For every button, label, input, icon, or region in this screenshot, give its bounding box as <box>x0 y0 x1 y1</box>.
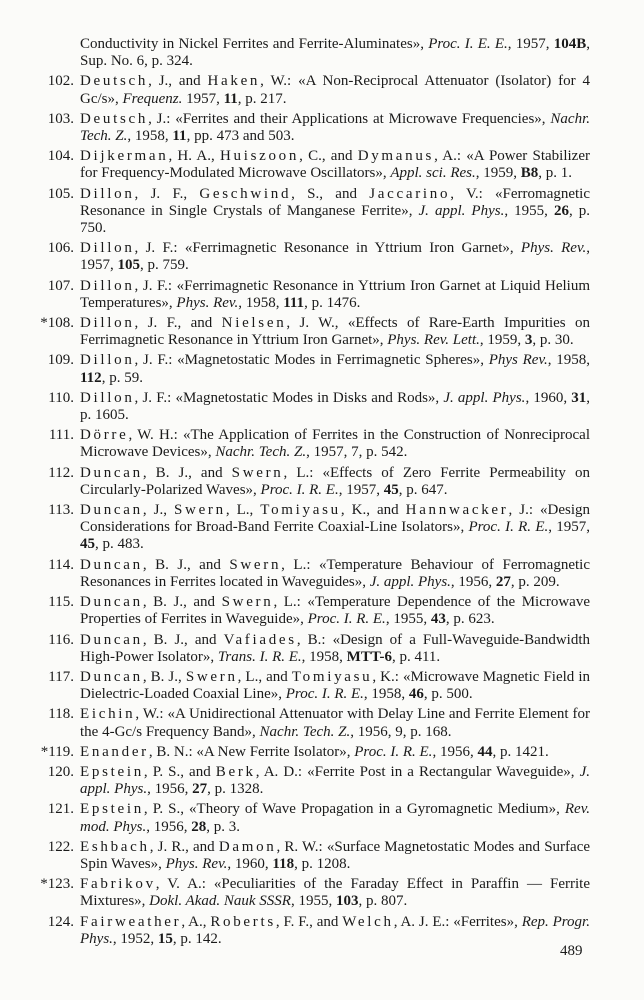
journal-title: Phys. Rev. Lett. <box>387 332 480 349</box>
journal-title: Phys Rev. <box>488 352 548 369</box>
reference-segment: , 1955, <box>504 202 554 219</box>
author-name: Enander <box>80 743 149 760</box>
reference-list <box>0 36 644 951</box>
reference-text <box>80 390 590 424</box>
reference-segment: , C., and <box>299 148 358 165</box>
reference-segment: , 1960, <box>525 389 572 406</box>
reference-segment: , 1957, <box>80 240 590 274</box>
reference-segment: , K., and <box>340 502 406 519</box>
author-name: Welch <box>342 913 394 930</box>
reference-text <box>80 111 590 145</box>
reference-segment: , p. 30. <box>532 332 574 349</box>
reference-segment: , 1958, <box>363 686 409 703</box>
reference-segment: , 1956, <box>147 781 193 798</box>
author-name: Duncan <box>80 594 143 611</box>
reference-segment: , J. F.: «Magnetostatic Modes in Disks and Rods», <box>134 389 444 406</box>
reference-number: *119. <box>40 743 74 760</box>
volume-number: 112 <box>80 369 102 386</box>
author-name: Tomiyasu <box>260 502 341 519</box>
volume-number: 11 <box>172 128 187 145</box>
reference-number: 106. <box>47 240 74 257</box>
reference-text <box>80 764 590 798</box>
reference-segment: Conductivity in Nickel Ferrites and Ferrite-Aluminates», <box>80 36 429 52</box>
volume-number: 31 <box>571 389 587 406</box>
journal-title: J. appl. Phys. <box>418 202 505 219</box>
author-name: Eshbach <box>80 838 150 855</box>
reference-number: 113. <box>48 502 74 519</box>
volume-number: 118 <box>272 855 295 872</box>
reference-text <box>80 632 590 666</box>
reference-entry <box>0 557 644 591</box>
volume-number: 3 <box>524 332 533 349</box>
reference-segment: , L.: «Temperature Behaviour of Ferromagnetic Resonances in Ferrites located in Waveguides», <box>80 556 590 590</box>
reference-entry <box>0 148 644 182</box>
author-name: Dillon <box>80 389 135 406</box>
author-name: Swern <box>221 594 274 611</box>
reference-number: 110. <box>48 389 74 406</box>
author-name: Dymanus <box>357 148 435 165</box>
journal-title: J. appl. Phys. <box>80 763 590 798</box>
reference-segment: , J., <box>142 502 174 519</box>
page-number: 489 <box>560 943 583 959</box>
reference-text <box>80 240 590 274</box>
reference-segment: , L., and <box>237 668 292 685</box>
reference-entry <box>0 73 644 107</box>
reference-text <box>80 594 590 628</box>
volume-number: 27 <box>192 781 208 798</box>
reference-entry <box>0 240 644 274</box>
reference-segment: , J. R., and <box>149 838 219 855</box>
reference-segment: , R. W.: «Surface Magnetostatic Modes and Surface Spin Waves», <box>80 838 591 872</box>
journal-title: Appl. sci. Res. <box>390 165 476 182</box>
volume-number: 28 <box>191 818 207 835</box>
author-name: Fabrikov <box>80 876 156 893</box>
reference-segment: , p. 3. <box>206 818 240 835</box>
reference-entry <box>0 706 644 740</box>
reference-segment: , p. 1476. <box>304 294 361 311</box>
reference-segment: , p. 209. <box>510 573 560 590</box>
reference-text <box>80 502 590 554</box>
reference-segment: , 1952, <box>112 930 158 947</box>
reference-segment: , W.: «A Unidirectional Attenuator with Delay Line and Ferrite Element for the 4-Gc/s Frequency Band», <box>80 706 590 740</box>
reference-entry <box>0 764 644 798</box>
author-name: Dillon <box>80 352 135 369</box>
reference-text <box>80 914 590 948</box>
author-name: Dillon <box>80 315 135 332</box>
author-name: Huiszoon <box>219 148 300 165</box>
volume-number: 46 <box>408 686 424 703</box>
author-name: Swern <box>229 556 282 573</box>
author-name: Tomiyasu <box>291 668 373 685</box>
reference-segment: , B. J., and <box>142 631 224 648</box>
author-name: Hannwacker <box>405 502 509 519</box>
reference-segment: , J.: «Ferrites and their Applications at Microwave Frequencies», <box>148 110 551 127</box>
reference-segment: , 1958, <box>301 648 347 665</box>
reference-entry <box>0 914 644 948</box>
journal-title: Proc. I. R. E. <box>468 519 549 536</box>
reference-entry <box>0 876 644 910</box>
volume-number: 15 <box>157 930 173 947</box>
reference-segment: , 1957, 7, p. 542. <box>306 444 408 461</box>
author-name: Duncan <box>80 631 143 648</box>
reference-segment: , p. 647. <box>398 481 448 498</box>
author-name: Duncan <box>80 556 143 573</box>
journal-title: Rep. Progr. Phys. <box>80 913 590 947</box>
reference-entry <box>0 427 644 461</box>
reference-number: 112. <box>48 464 74 481</box>
reference-text <box>80 36 590 70</box>
reference-segment: , 1958, <box>127 128 173 145</box>
reference-text <box>80 148 590 182</box>
reference-text <box>80 352 590 386</box>
reference-text <box>80 839 590 873</box>
author-name: Jaccarino <box>369 185 451 202</box>
author-name: Swern <box>231 464 284 481</box>
reference-segment: , p. 500. <box>423 686 473 703</box>
author-name: Deutsch <box>80 110 149 127</box>
reference-number: 116. <box>48 631 74 648</box>
author-name: Deutsch <box>80 73 149 90</box>
reference-segment: , J., and <box>148 73 208 90</box>
reference-entry <box>0 36 644 70</box>
reference-segment: , 1955, <box>290 893 336 910</box>
reference-entry <box>0 465 644 499</box>
reference-segment: , A., <box>181 913 211 930</box>
reference-number: 115. <box>48 594 74 611</box>
reference-number: 102. <box>47 73 74 90</box>
reference-text <box>80 669 590 703</box>
reference-number: 104. <box>47 148 74 165</box>
author-name: Vafiades <box>223 631 297 648</box>
author-name: Dillon <box>80 185 135 202</box>
reference-segment: , W.: «A Non-Reciprocal Attenuator (Isolator) for 4 Gc/s», <box>80 73 590 107</box>
reference-number: 111. <box>48 427 74 444</box>
reference-text <box>80 465 590 499</box>
reference-entry <box>0 186 644 238</box>
reference-segment: , J.: «Design Considerations for Broad-Band Ferrite Coaxial-Line Isolators», <box>80 502 590 536</box>
author-name: Swern <box>185 668 238 685</box>
reference-segment: , J. F., and <box>134 315 222 332</box>
reference-entry <box>0 801 644 835</box>
reference-entry <box>0 315 644 349</box>
reference-text <box>80 557 590 591</box>
journal-title: Dokl. Akad. Nauk SSSR <box>149 893 291 910</box>
journal-title: Proc. I. R. E. <box>307 611 386 628</box>
author-name: Dillon <box>80 277 135 294</box>
reference-segment: , A. D.: «Ferrite Post in a Rectangular Waveguide», <box>255 763 580 780</box>
journal-title: Nachr. Tech. Z. <box>259 723 351 740</box>
reference-segment: , W. H.: «The Application of Ferrites in the Construction of Nonreciprocal Microwave Devices», <box>80 427 590 461</box>
reference-entry <box>0 669 644 703</box>
author-name: Duncan <box>80 464 143 481</box>
reference-segment: , 1955, <box>385 611 431 628</box>
reference-segment: , V.: «Ferromagnetic Resonance in Single Crystals of Manganese Ferrite», <box>80 185 591 219</box>
journal-title: Nachr. Tech. Z. <box>80 110 590 145</box>
reference-segment: , J. F.: «Magnetostatic Modes in Ferrimagnetic Spheres», <box>134 352 489 369</box>
author-name: Swern <box>174 502 226 519</box>
volume-number: 103 <box>335 893 359 910</box>
reference-text <box>80 706 590 740</box>
volume-number: 44 <box>477 743 493 760</box>
reference-segment: , 1959, <box>479 332 525 349</box>
author-name: Epstein <box>80 801 144 818</box>
author-name: Geschwind <box>199 185 292 202</box>
author-name: Epstein <box>80 763 144 780</box>
journal-title: Proc. I. R. E. <box>260 481 339 498</box>
reference-number: 107. <box>47 277 74 294</box>
reference-entry <box>0 390 644 424</box>
reference-segment: , L.: «Effects of Zero Ferrite Permeability on Circularly-Polarized Waves», <box>80 464 591 498</box>
author-name: Duncan <box>80 668 143 685</box>
reference-segment: , L., <box>225 502 261 519</box>
journal-title: Phys. Rev. <box>165 855 228 872</box>
reference-segment: , p. 807. <box>358 893 408 910</box>
reference-text <box>80 315 590 349</box>
reference-number: 103. <box>47 110 74 127</box>
journal-title: Frequenz. <box>122 90 183 107</box>
reference-number: 118. <box>48 706 74 723</box>
reference-segment: , p. 1. <box>538 165 572 182</box>
volume-number: 111 <box>283 294 305 311</box>
volume-number: B8 <box>520 165 539 182</box>
reference-segment: , 1959, <box>475 165 521 182</box>
reference-entry <box>0 278 644 312</box>
volume-number: 43 <box>430 611 446 628</box>
reference-number: 117. <box>48 668 74 685</box>
reference-segment: , p. 411. <box>391 648 441 665</box>
reference-entry <box>0 352 644 386</box>
reference-text <box>80 427 590 461</box>
reference-text <box>80 744 590 761</box>
author-name: Dillon <box>80 240 135 257</box>
reference-segment: , A.: «A Power Stabilizer for Frequency-Modulated Microwave Oscillators», <box>80 148 590 182</box>
reference-segment: , p. 1328. <box>207 781 264 798</box>
reference-segment: , J. W., «Effects of Rare-Earth Impurities on Ferrimagnetic Resonance in Yttrium Iron Garnet», <box>80 315 590 349</box>
volume-number: 104B <box>553 36 587 52</box>
journal-title: J. appl. Phys. <box>443 389 526 406</box>
reference-number: 124. <box>47 913 74 930</box>
author-name: Dörre <box>80 427 129 444</box>
reference-number: *123. <box>40 876 74 893</box>
reference-segment: , B. J., and <box>142 464 232 481</box>
reference-segment: , 1956, <box>146 818 192 835</box>
volume-number: 45 <box>80 536 95 553</box>
author-name: Berk <box>215 763 256 780</box>
reference-number: 121. <box>47 801 74 818</box>
reference-text <box>80 876 590 910</box>
journal-title: Proc. I. E. E. <box>428 36 508 52</box>
journal-title: Proc. I. R. E. <box>354 743 433 760</box>
reference-segment: , H. A., <box>168 148 220 165</box>
reference-segment: , 1956, <box>450 573 496 590</box>
reference-segment: , p. 1605. <box>80 389 591 424</box>
reference-segment: , 1960, <box>227 855 273 872</box>
reference-segment: , p. 59. <box>101 369 143 386</box>
volume-number: 26 <box>553 202 569 219</box>
reference-text <box>80 278 590 312</box>
author-name: Eichin <box>80 706 136 723</box>
reference-segment: , B. J., and <box>142 594 222 611</box>
reference-segment: , J. F.: «Ferrimagnetic Resonance in Yttrium Iron Garnet at Liquid Helium Temperatures», <box>80 277 590 311</box>
reference-number: 105. <box>47 185 74 202</box>
reference-segment: , 1958, <box>547 352 590 369</box>
volume-number: 11 <box>223 90 238 107</box>
reference-segment: , p. 1421. <box>492 743 549 760</box>
reference-segment: , F. F., and <box>275 913 343 930</box>
reference-segment: , S., and <box>291 185 370 202</box>
reference-segment: , P. S., «Theory of Wave Propagation in a Gyromagnetic Medium», <box>143 801 565 818</box>
reference-entry <box>0 594 644 628</box>
reference-segment: , B. J., and <box>142 556 230 573</box>
reference-segment: , 1958, <box>238 294 284 311</box>
author-name: Duncan <box>80 502 143 519</box>
journal-title: Nachr. Tech. Z. <box>215 444 307 461</box>
reference-entry <box>0 632 644 666</box>
reference-segment: , pp. 473 and 503. <box>186 128 295 145</box>
reference-entry <box>0 744 644 761</box>
volume-number: 105 <box>117 257 140 274</box>
author-name: Fairweather <box>80 913 182 930</box>
reference-segment: , p. 217. <box>237 90 287 107</box>
reference-entry <box>0 502 644 554</box>
reference-segment: , p. 750. <box>80 202 591 237</box>
reference-segment: , P. S., and <box>143 763 216 780</box>
reference-number: 114. <box>48 556 74 573</box>
reference-segment: , B. J., <box>142 668 186 685</box>
reference-segment: , p. 1208. <box>294 855 351 872</box>
reference-segment: , A. J. E.: «Ferrites», <box>393 913 522 930</box>
author-name: Dijkerman <box>80 148 169 165</box>
reference-segment: , Sup. No. 6, p. 324. <box>80 36 590 70</box>
reference-segment: , J. F.: «Ferrimagnetic Resonance in Yttrium Iron Garnet», <box>134 240 521 257</box>
reference-entry <box>0 111 644 145</box>
reference-entry <box>0 839 644 873</box>
volume-number: MTT-6 <box>346 648 392 665</box>
reference-segment: , p. 623. <box>445 611 495 628</box>
reference-segment: , 1957, <box>338 481 384 498</box>
journal-title: J. appl. Phys. <box>369 573 451 590</box>
journal-title: Rev. mod. Phys. <box>80 801 590 835</box>
author-name: Nielsen <box>221 315 287 332</box>
reference-number: 122. <box>47 838 74 855</box>
reference-segment: , p. 142. <box>172 930 222 947</box>
journal-title: Phys. Rev. <box>176 294 239 311</box>
reference-segment: , V. A.: «Peculiarities of the Faraday Effect in Paraffin — Ferrite Mixtures», <box>80 876 590 910</box>
reference-number: *108. <box>40 315 74 332</box>
reference-segment: , B. N.: «A New Ferrite Isolator», <box>148 743 355 760</box>
author-name: Roberts <box>210 913 276 930</box>
reference-text <box>80 73 590 107</box>
reference-segment: , J. F., <box>134 185 200 202</box>
reference-text <box>80 186 590 238</box>
reference-number: 120. <box>47 763 74 780</box>
volume-number: 27 <box>495 573 511 590</box>
reference-segment: , B.: «Design of a Full-Waveguide-Bandwidth High-Power Isolator», <box>80 631 591 665</box>
reference-segment: , p. 483. <box>95 536 144 553</box>
reference-number: 109. <box>47 352 74 369</box>
reference-segment: 1957, <box>182 90 224 107</box>
reference-segment: , 1957, <box>507 36 554 52</box>
reference-segment: , 1956, 9, p. 168. <box>350 723 452 740</box>
author-name: Haken <box>207 73 261 90</box>
journal-title: Trans. I. R. E. <box>217 648 302 665</box>
journal-title: Proc. I. R. E. <box>285 686 364 703</box>
reference-segment: , p. 759. <box>140 257 189 274</box>
reference-segment: , 1956, <box>432 743 478 760</box>
author-name: Damon <box>218 838 277 855</box>
reference-segment: , L.: «Temperature Dependence of the Microwave Properties of Ferrites in Waveguide», <box>80 594 590 628</box>
reference-segment: , 1957, <box>548 519 591 536</box>
reference-segment: , K.: «Microwave Magnetic Field in Dielectric-Loaded Coaxial Line», <box>80 668 590 703</box>
volume-number: 45 <box>383 481 399 498</box>
journal-title: Phys. Rev. <box>520 240 587 257</box>
reference-text <box>80 801 590 835</box>
